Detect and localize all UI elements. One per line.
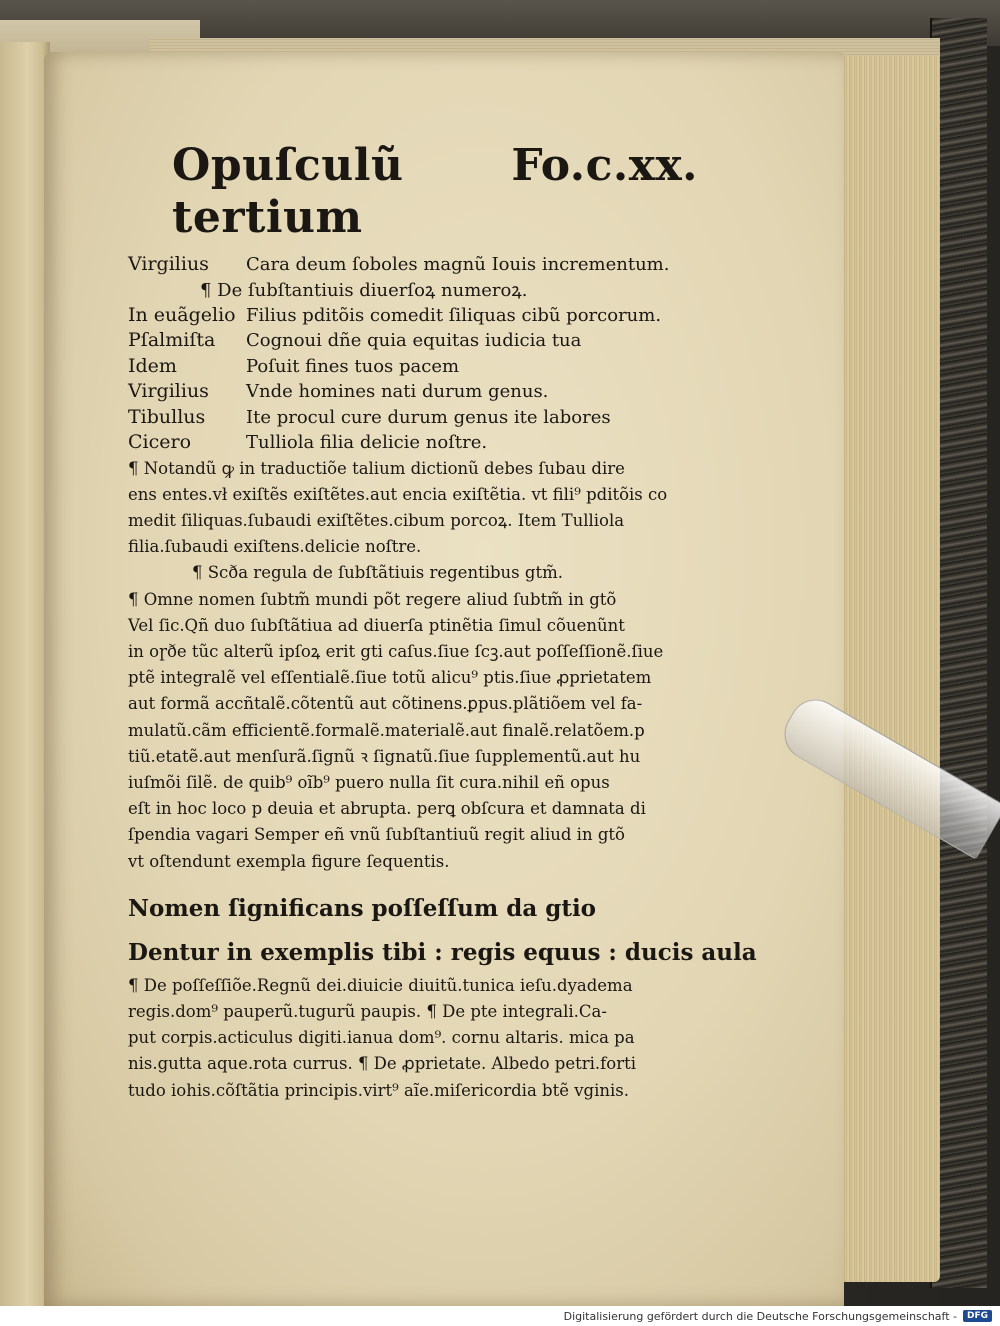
verse-rule-heading: Dentur in exemplis tibi : regis equus : ducis aula (128, 938, 757, 966)
subheading: ¶ Scða regula de ſubſtãtiuis regentibus gtm̃. (192, 563, 563, 583)
verse-text: Cognoui dñe quia equitas iudicia tua (246, 330, 582, 351)
verse-row (128, 405, 698, 431)
example-line: nis.gutta aque.rota currus. ¶ De ꝓprietate. Albedo petri.forti (128, 1054, 637, 1074)
note-line: ens entes.vł exiſtẽs exiſtẽtes.aut encia exiſtẽtia. vt fili⁹ pditõis co (128, 484, 668, 504)
left-page (0, 42, 50, 1306)
verse-author: Virgilius (128, 253, 209, 275)
verse-author: Cicero (128, 431, 192, 453)
verse-text: Poſuit fines tuos pacem (246, 355, 460, 377)
running-header (128, 140, 698, 244)
verse-text: Cara deum ſoboles magnũ Iouis incrementum. (246, 254, 670, 275)
verse-author: Pſalmiſta (128, 329, 216, 351)
example-line: ¶ De poſſeſſiõe.Regnũ dei.diuicie diuitũ.tunica ieſu.dyadema (128, 975, 633, 995)
example-line: put corpis.acticulus digiti.ianua dom⁹. cornu altaris. mica pa (128, 1028, 635, 1048)
verse-author: Virgilius (128, 380, 209, 402)
rule-line: ¶ Omne nomen ſubtm̃ mundi põt regere aliud ſubtm̃ in gtõ (128, 589, 617, 609)
note-line: ¶ Notandũ ꝙ in traductiõe talium dictionũ debes ſubau dire (128, 458, 625, 478)
rule-line: iuſmõi ſilẽ. de quib⁹ oĩb⁹ puero nulla ſit cura.nihil eñ opus (128, 772, 610, 792)
verse-text: Filius pditõis comedit ſiliquas cibũ porcorum. (246, 304, 662, 326)
subheading: ¶ De ſubſtantiuis diuerſoꝝ numeroꝝ. (200, 279, 528, 301)
verse-author: Idem (128, 354, 177, 377)
verse-row (128, 328, 698, 354)
dfg-logo-icon: DFG (963, 1310, 992, 1322)
page-fore-edge (830, 42, 940, 1282)
verse-row (128, 430, 698, 456)
verse-text: Tulliola filia delicie noſtre. (246, 432, 488, 453)
example-line: regis.dom⁹ pauperũ.tugurũ paupis. ¶ De pte integrali.Ca- (128, 1001, 607, 1021)
verse-rule-heading: Nomen ſignificans poſſeſſum da gtio (128, 894, 597, 922)
note-line: medit ſiliquas.ſubaudi exiſtẽtes.cibum porcoꝝ. Item Tulliola (128, 510, 625, 530)
verse-author: Tibullus (128, 405, 206, 428)
verse-row (128, 354, 698, 380)
digitization-credit (0, 1306, 1000, 1326)
verse-row (128, 303, 698, 329)
page-text (128, 140, 757, 1104)
rule-line: Vel ſic.Qñ duo ſubſtãtiua ad diuerſa ptinẽtia ſimul cõuenũnt (128, 615, 625, 635)
rule-line: eſt in hoc loco p deuia et abrupta. perꝗ obſcura et damnata di (128, 799, 646, 819)
verse-text: Ite procul cure durum genus ite labores (246, 406, 611, 428)
rule-line: mulatũ.cãm efficientẽ.formalẽ.materialẽ.aut finalẽ.relatõem.p (128, 720, 645, 740)
header-title: Opuſculũ tertium (172, 140, 404, 243)
rule-line: in oɼðe tũc alterũ ipſoꝝ erit gti caſus.ſiue ſcꝫ.aut poſſeſſionẽ.ſiue (128, 641, 664, 661)
verse-text: Vnde homines nati durum genus. (246, 381, 549, 402)
rule-line: vt oſtendunt exempla figure ſequentis. (128, 851, 450, 871)
credit-text: Digitalisierung gefördert durch die Deutsche Forschungsgemeinschaft - (563, 1309, 957, 1323)
note-line: filia.ſubaudi exiſtens.delicie noſtre. (128, 537, 422, 557)
rule-line: aut formã accñtalẽ.cõtentũ aut cõtinens.ꝑpus.plãtiõem vel fa- (128, 694, 643, 714)
verse-row (128, 379, 698, 405)
folio-number: Fo.c.xx. (511, 140, 698, 191)
verse-author: In euãgelio (128, 303, 236, 326)
example-line: tudo iohis.cõſtãtia principis.virt⁹ aĩe.miſericordia btẽ vginis. (128, 1080, 630, 1100)
rule-line: ptẽ integralẽ vel eſſentialẽ.ſiue totũ alicu⁹ ptis.ſiue ꝓprietatem (128, 668, 652, 688)
rule-line: ſpendia vagari Semper eñ vnũ ſubſtantiuũ regit aliud in gtõ (128, 825, 625, 845)
verse-row (128, 252, 698, 278)
rule-line: tiũ.etatẽ.aut menſurã.ſignũ ꝛ ſignatũ.ſiue ſupplementũ.aut hu (128, 746, 641, 766)
